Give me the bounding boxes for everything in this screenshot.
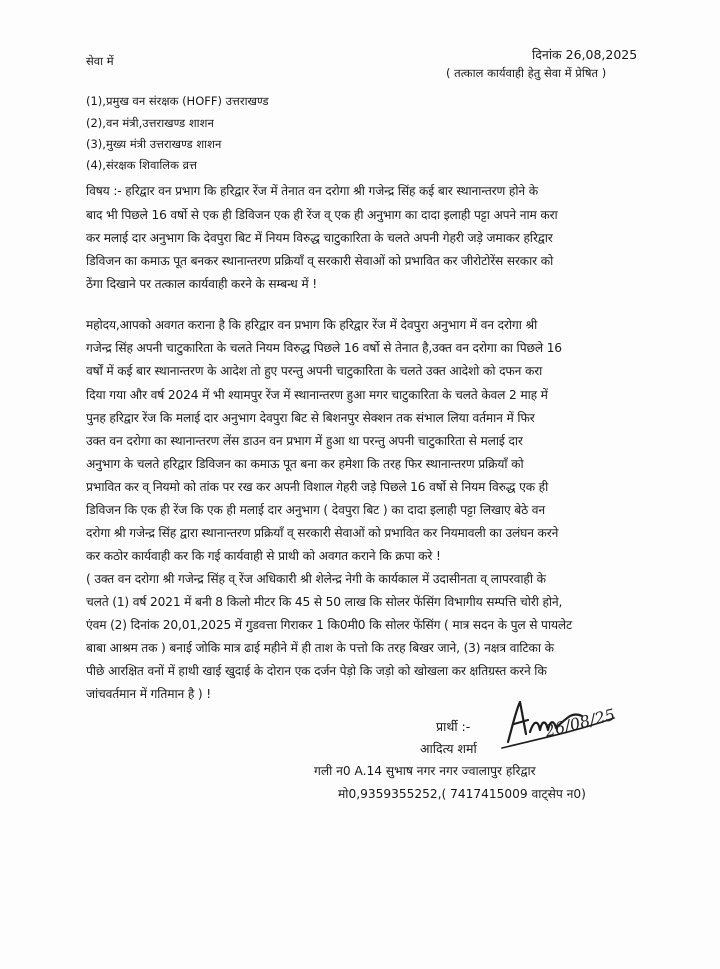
subject-line: विषय :- हरिद्वार वन प्रभाग कि हरिद्वार रेंज में तेनात वन दरोगा श्री गजेन्द्र सिंह कई बार स्थानान्तरण होने के xyxy=(86,184,538,198)
body-line: अनुभाग के चलते हरिद्वार डिविजन का कमाऊ पूत बना कर हमेशा कि तरह फिर स्थानान्तरण प्रक्रियाँ को xyxy=(86,457,524,471)
applicant-name: आदित्य शर्मा xyxy=(420,741,477,756)
body-line: प्रभावित कर व् नियमो को तांक पर रख कर अपनी विशाल गेहरी जड़े पिछले 16 वर्षो से नियम विरुद्ध एक ही xyxy=(86,480,549,494)
body-line: बाबा आश्रम तक ) बनाई जोकि मात्र ढाई महीने में ही ताश के पत्तो कि तरह बिखर जाने, (3) नक्षत्र वाटिका के xyxy=(86,641,554,655)
body-line: दरोगा श्री गजेन्द्र सिंह द्वारा स्थानान्तरण प्रक्रियाँ व् सरकारी सेवाओं को प्रभावित कर नियमावली का उलंघन करने xyxy=(86,526,559,540)
subject-line: डिविजन का कमाऊ पूत बनकर स्थानान्तरण प्रक्रियाँ व् सरकारी सेवाओं को प्रभावित कर जीरोटोरेंस सरकार को xyxy=(86,254,554,268)
body-line: दिया गया और वर्ष 2024 में भी श्यामपुर रेंज में स्थानान्तरण हुआ मगर चाटुकारिता के चलते केवल 2 माह में xyxy=(86,388,548,402)
applicant-label: प्रार्थी :- xyxy=(436,719,471,734)
subject-line: कर मलाई दार अनुभाग कि देवपुरा बिट में नियम विरुद्ध चाटुकारिता के चलते अपनी गेहरी जड़े जमाकर हरिद्वार xyxy=(86,231,553,245)
subject-line: ठेंगा दिखाने पर तत्काल कार्यवाही करने के सम्बन्ध में ! xyxy=(86,277,317,291)
body-line: वर्षों में कई बार स्थानान्तरण के आदेश तो हुए परन्तु अपनी चाटुकारिता के चलते उक्त आदेशो को दफन करा xyxy=(86,364,543,378)
recipient-item: (1),प्रमुख वन संरक्षक (HOFF) उत्तराखण्ड xyxy=(86,94,269,108)
recipient-item: (4),संरक्षक शिवालिक व्रत्त xyxy=(86,158,197,172)
recipient-item: (2),वन मंत्री,उत्तराखण्ड शाशन xyxy=(86,116,214,130)
body-line: कर कठोर कार्यवाही कर कि गई कार्यवाही से प्राथी को अवगत कराने कि क्रपा करे ! xyxy=(86,549,441,563)
recipient-item: (3),मुख्य मंत्री उत्तराखण्ड शाशन xyxy=(86,137,222,151)
subject-line: बाद भी पिछले 16 वर्षो से एक ही डिविजन एक ही रेंज व् एक ही अनुभाग का दादा इलाही पट्टा अपने नाम करा xyxy=(86,208,558,222)
body-line: पीछे आरक्षित वनों में हाथी खाई खुदाई के दोरान एक दर्जन पेड़ो कि जड़ो को खोखला कर क्षतिग्रस्त करने कि xyxy=(86,664,547,678)
salutation: सेवा में xyxy=(86,54,114,68)
letter-date: दिनांक 26,08,2025 xyxy=(532,47,638,62)
body-line: जांचवर्तमान में गतिमान है ) ! xyxy=(86,687,211,701)
body-line: गजेन्द्र सिंह अपनी चाटुकारिता के चलते नियम विरुद्ध पिछले 16 वर्षो से तेनात है,उक्त वन दरोगा का पिछले 16 xyxy=(86,341,562,355)
body-line: चलते (1) वर्ष 2021 में बनी 8 किलो मीटर कि 45 से 50 लाख कि सोलर फेंसिंग विभागीय सम्पत्ति चोरी होने, xyxy=(86,595,563,609)
applicant-address: गली न0 A.14 सुभाष नगर नगर ज्वालापुर हरिद्वार xyxy=(314,764,536,778)
body-line: महोदय,आपको अवगत कराना है कि हरिद्वार वन प्रभाग कि हरिद्वार रेंज में देवपुरा अनुभाग में वन दरोगा श्री xyxy=(86,318,538,332)
handwritten-date: 26/08/25 xyxy=(542,704,618,741)
urgency-note: ( तत्काल कार्यवाही हेतु सेवा में प्रेषित ) xyxy=(446,66,607,80)
applicant-phone: मो0,9359355252,( 7417415009 वाट्सेप न0) xyxy=(338,787,586,801)
body-line: उक्त वन दरोगा का स्थानान्तरण लेंस डाउन वन प्रभाग में हुआ था परन्तु अपनी चाटुकारिता से मलाई दार xyxy=(86,434,523,448)
body-line: एंवम (2) दिनांक 20,01,2025 में गुडवत्ता गिराकर 1 कि0मी0 कि सोलर फेंसिंग ( मात्र सदन के पुल से पायलेट xyxy=(86,618,572,632)
body-line: पुनह हरिद्वार रेंज कि मलाई दार अनुभाग देवपुरा बिट से बिशनपुर सेक्शन तक संभाल लिया वर्तमान में फिर xyxy=(86,411,535,425)
body-line: डिविजन कि एक ही रेंज कि एक ही मलाई दार अनुभाग ( देवपुरा बिट ) का दादा इलाही पट्टा लिखाए बेठे वन xyxy=(86,503,545,517)
body-line: ( उक्त वन दरोगा श्री गजेन्द्र सिंह व् रेंज अधिकारी श्री शेलेन्द्र नेगी के कार्यकाल में उदासीनता व् लापरवाही के xyxy=(86,572,546,586)
